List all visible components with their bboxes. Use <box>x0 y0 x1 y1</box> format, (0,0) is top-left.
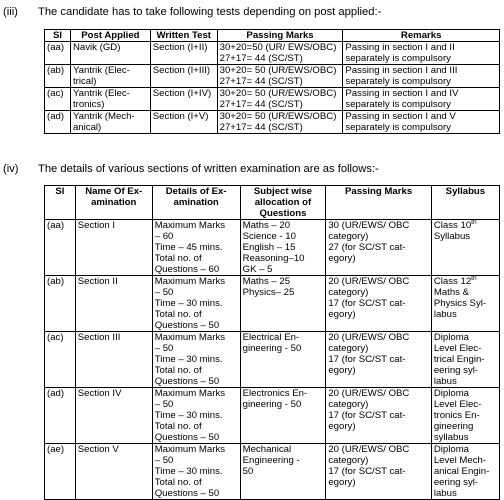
table-row <box>45 388 500 444</box>
row-marks: 20 (UR/EWS/ OBC category) 17 (for SC/ST cat- egory) <box>326 332 432 388</box>
col-header-post: Post Applied <box>70 30 150 42</box>
row-sl: (ab) <box>45 276 76 332</box>
syllabus-superscript: th <box>471 274 477 282</box>
table-row <box>45 276 500 332</box>
table-header-row <box>45 30 500 42</box>
row-remarks: Passing in section I and IV separately is compulsory <box>343 88 500 111</box>
sections-table <box>44 185 500 500</box>
row-sl: (ad) <box>45 388 76 444</box>
col-header-sl: Sl <box>45 30 71 42</box>
table-row <box>45 332 500 388</box>
row-marks: 30+20=50 (UR/ EWS/OBC) 27+17= 44 (SC/ST) <box>217 42 343 65</box>
row-syllabus <box>431 332 499 388</box>
syllabus-text: Class 12 <box>433 276 472 287</box>
table-row <box>45 65 500 88</box>
section-heading: The details of various sections of written examination are as follows:- <box>38 163 379 175</box>
row-allocation: Maths – 20 Science - 10 English – 15 Reasoning–10 GK – 5 <box>240 220 326 276</box>
row-marks: 30+20= 50 (UR/EWS/OBC) 27+17= 44 (SC/ST) <box>217 65 343 88</box>
row-marks: 20 (UR/EWS/ OBC category) 17 (for SC/ST cat- egory) <box>326 444 432 500</box>
row-test: Section (I+III) <box>150 65 217 88</box>
row-allocation: Maths – 25 Physics– 25 <box>240 276 326 332</box>
row-marks: 30+20= 50 (UR/EWS/OBC) 27+17= 44 (SC/ST) <box>217 88 343 111</box>
row-details: Maximum Marks – 50 Time – 30 mins. Total no. of Questions – 50 <box>152 332 240 388</box>
syllabus-text: Class 10 <box>433 220 472 231</box>
row-test: Section (I+II) <box>150 42 217 65</box>
row-test: Section (I+V) <box>150 111 217 134</box>
section-number: (iv) <box>3 163 19 175</box>
row-sl: (ac) <box>45 332 76 388</box>
row-remarks: Passing in section I and V separately is compulsory <box>343 111 500 134</box>
row-sl: (ae) <box>45 444 76 500</box>
row-allocation: Mechanical Engineering - 50 <box>240 444 326 500</box>
col-header-name: Name Of Ex- amination <box>75 186 152 220</box>
row-allocation: Electronics En- gineering - 50 <box>240 388 326 444</box>
row-marks: 30 (UR/EWS/ OBC category) 27 (for SC/ST cat- egory) <box>326 220 432 276</box>
col-header-test: Written Test <box>150 30 217 42</box>
row-details: Maximum Marks – 50 Time – 30 mins. Total no. of Questions – 50 <box>152 444 240 500</box>
table-header-row <box>45 186 500 220</box>
row-sl: (ac) <box>45 88 71 111</box>
row-details: Maximum Marks – 50 Time – 30 mins. Total no. of Questions – 50 <box>152 276 240 332</box>
row-name: Section IV <box>75 388 152 444</box>
row-allocation: Electrical En- gineering - 50 <box>240 332 326 388</box>
row-marks: 20 (UR/EWS/ OBC category) 17 (for SC/ST cat- egory) <box>326 388 432 444</box>
row-post: Yantrik (Elec- tronics) <box>70 88 150 111</box>
row-syllabus <box>431 276 499 332</box>
col-header-details: Details of Ex- amination <box>152 186 240 220</box>
row-post: Yantrik (Elec- trical) <box>70 65 150 88</box>
row-sl: (aa) <box>45 220 76 276</box>
col-header-syllabus: Syllabus <box>431 186 499 220</box>
col-header-marks: Passing Marks <box>326 186 432 220</box>
row-post: Navik (GD) <box>70 42 150 65</box>
tests-table <box>44 29 500 134</box>
col-header-allocation: Subject wise allocation of Questions <box>240 186 326 220</box>
table-row <box>45 220 500 276</box>
syllabus-text: Diploma Level Elec- tronics En- gineering syllabus <box>433 388 482 443</box>
row-remarks: Passing in section I and II separately is compulsory <box>343 42 500 65</box>
row-name: Section I <box>75 220 152 276</box>
syllabus-text-cont: Maths & Physics Syl- labus <box>433 287 487 320</box>
row-syllabus <box>431 444 499 500</box>
syllabus-text-cont: Syllabus <box>433 231 471 242</box>
table-row <box>45 111 500 134</box>
row-marks: 20 (UR/EWS/ OBC category) 17 (for SC/ST cat- egory) <box>326 276 432 332</box>
row-sl: (ad) <box>45 111 71 134</box>
syllabus-text: Diploma Level Elec- trical Engin- eering syl- labus <box>433 332 485 387</box>
section-heading: The candidate has to take following tests depending on post applied:- <box>38 6 382 18</box>
row-sl: (ab) <box>45 65 71 88</box>
row-details: Maximum Marks – 60 Time – 45 mins. Total no. of Questions – 60 <box>152 220 240 276</box>
table-row <box>45 88 500 111</box>
row-syllabus <box>431 220 499 276</box>
syllabus-text: Diploma Level Mech- anical Engin- eering syl- labus <box>433 444 490 499</box>
table-row <box>45 444 500 500</box>
row-test: Section (I+IV) <box>150 88 217 111</box>
col-header-sl: Sl <box>45 186 76 220</box>
row-name: Section II <box>75 276 152 332</box>
row-details: Maximum Marks – 50 Time – 30 mins. Total no. of Questions – 50 <box>152 388 240 444</box>
col-header-marks: Passing Marks <box>217 30 343 42</box>
row-remarks: Passing in section I and III separately is compulsory <box>343 65 500 88</box>
syllabus-superscript: th <box>471 218 477 226</box>
row-post: Yantrik (Mech- anical) <box>70 111 150 134</box>
col-header-remarks: Remarks <box>343 30 500 42</box>
section-number: (iii) <box>3 6 18 18</box>
row-name: Section V <box>75 444 152 500</box>
row-name: Section III <box>75 332 152 388</box>
row-syllabus <box>431 388 499 444</box>
row-marks: 30+20= 50 (UR/EWS/OBC) 27+17= 44 (SC/ST) <box>217 111 343 134</box>
table-row <box>45 42 500 65</box>
row-sl: (aa) <box>45 42 71 65</box>
